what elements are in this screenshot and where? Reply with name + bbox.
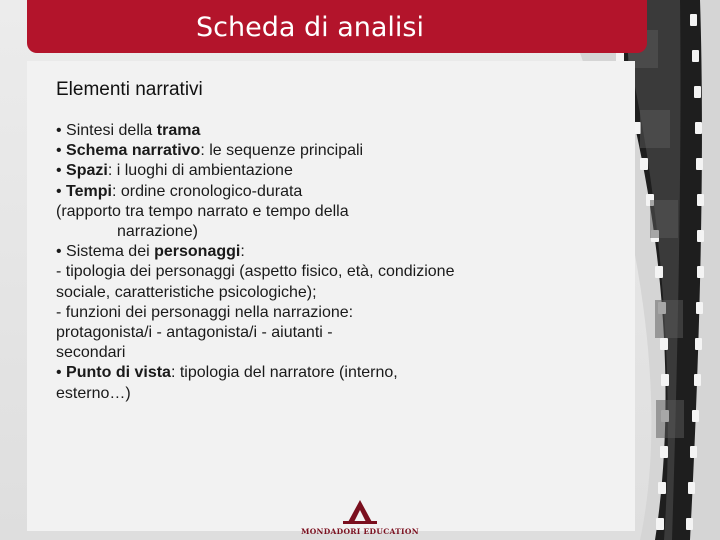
page-title: Scheda di analisi	[196, 12, 424, 43]
list-item-continuation: secondari	[56, 344, 126, 362]
list-item: • Schema narrativo: le sequenze principali	[56, 142, 364, 160]
section-subtitle: Elementi narrativi	[56, 79, 203, 100]
list-item: • Sistema dei personaggi:	[56, 243, 245, 261]
list-item-continuation: - funzioni dei personaggi nella narrazione:	[56, 303, 354, 321]
list-item-continuation: - tipologia dei personaggi (aspetto fisico, età, condizione	[56, 263, 455, 281]
list-item: • Sintesi della trama	[56, 122, 201, 139]
list-item-continuation: narrazione)	[117, 223, 198, 241]
mondadori-logo-icon	[340, 500, 380, 524]
list-item-continuation: sociale, caratteristiche psicologiche);	[56, 283, 317, 301]
body-text	[56, 121, 526, 404]
list-item: • Spazi: i luoghi di ambientazione	[56, 162, 293, 180]
list-item: • Punto di vista: tipologia del narratore (interno,	[56, 364, 398, 382]
list-item: • Tempi: ordine cronologico-durata	[56, 182, 303, 200]
list-item-continuation: protagonista/i - antagonista/i - aiutanti -	[56, 324, 333, 342]
publisher-logo	[285, 500, 435, 540]
list-item-continuation: (rapporto tra tempo narrato e tempo della	[56, 202, 349, 220]
logo-text: MONDADORI EDUCATION	[301, 527, 419, 536]
list-item-continuation: esterno…)	[56, 384, 131, 402]
